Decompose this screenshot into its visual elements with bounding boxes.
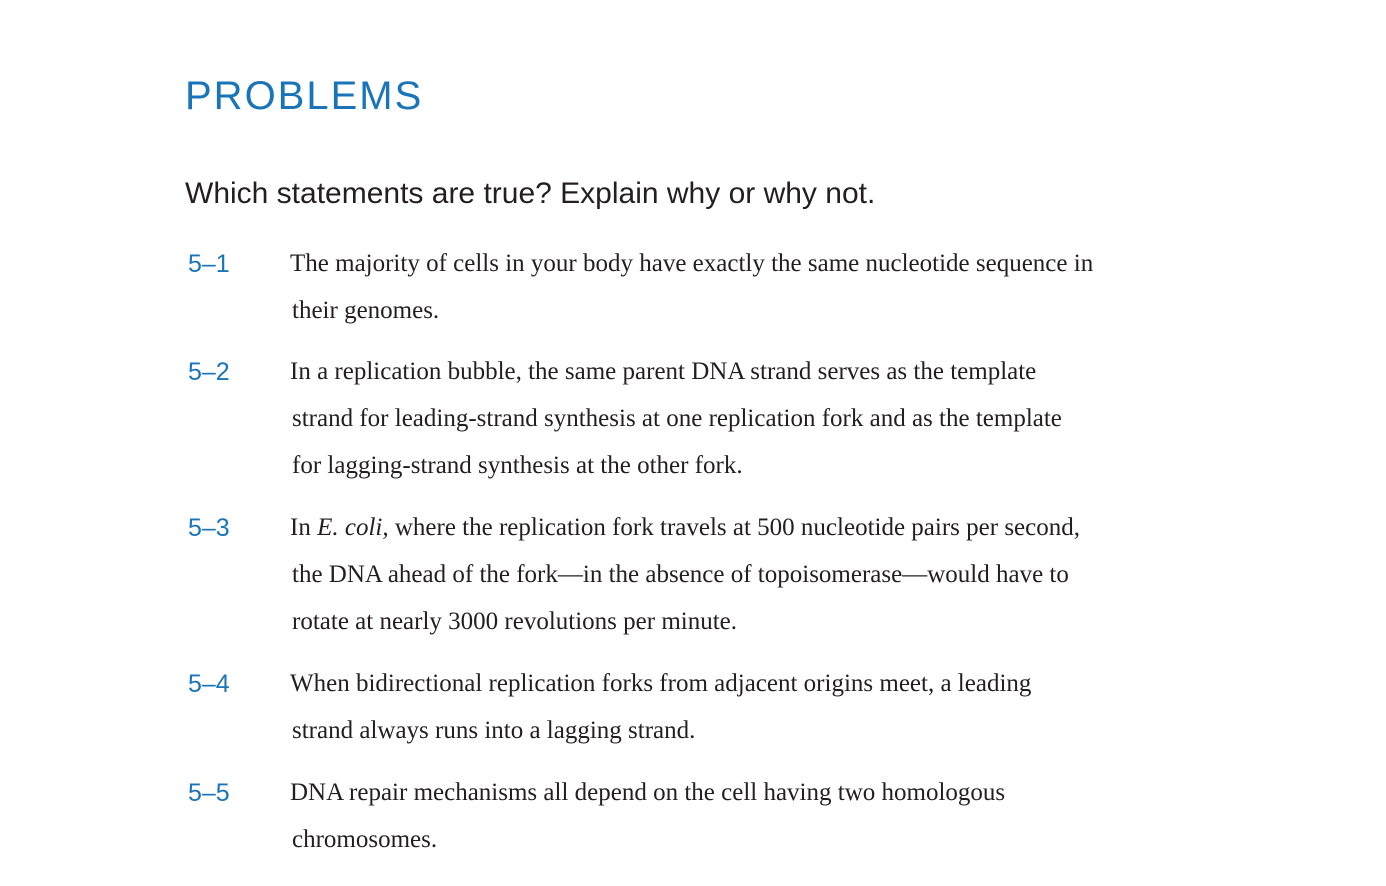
problem-number: 5–3 bbox=[188, 514, 230, 542]
problem-text-line: for lagging-strand synthesis at the other fork. bbox=[292, 452, 743, 479]
problem-text bbox=[290, 660, 1170, 754]
problems-instruction: Which statements are true? Explain why or why not. bbox=[185, 177, 876, 210]
problem-text-line bbox=[290, 504, 1170, 551]
problem-text bbox=[290, 348, 1170, 489]
problem-text-line: strand always runs into a lagging strand. bbox=[292, 717, 696, 744]
problem-text-line: The majority of cells in your body have exactly the same nucleotide sequence in bbox=[290, 250, 1094, 277]
problem-text-line: DNA repair mechanisms all depend on the cell having two homologous bbox=[290, 779, 1006, 806]
problem-number: 5–4 bbox=[188, 670, 230, 698]
problem-number: 5–2 bbox=[188, 358, 230, 386]
problem-text-line: strand for leading-strand synthesis at one replication fork and as the template bbox=[292, 405, 1062, 432]
problem-number: 5–1 bbox=[188, 250, 230, 278]
problem-text-line: chromosomes. bbox=[292, 826, 438, 853]
text-prefix: In bbox=[290, 514, 318, 541]
section-heading: PROBLEMS bbox=[185, 74, 424, 118]
problem-number: 5–5 bbox=[188, 779, 230, 807]
problem-text-line: When bidirectional replication forks from adjacent origins meet, a leading bbox=[290, 670, 1032, 697]
problem-text-line: the DNA ahead of the fork—in the absence of topoisomerase—would have to bbox=[292, 561, 1069, 588]
problem-text-line: In a replication bubble, the same parent DNA strand serves as the template bbox=[290, 358, 1037, 385]
problem-text bbox=[290, 240, 1170, 334]
text-suffix: where the replication fork travels at 500 nucleotide pairs per second, bbox=[388, 514, 1080, 541]
problem-text bbox=[290, 504, 1170, 645]
problem-text-line: rotate at nearly 3000 revolutions per minute. bbox=[292, 608, 738, 635]
problem-text-line: their genomes. bbox=[292, 297, 440, 324]
problem-text bbox=[290, 769, 1170, 863]
species-name-italic: E. coli, bbox=[317, 514, 389, 541]
